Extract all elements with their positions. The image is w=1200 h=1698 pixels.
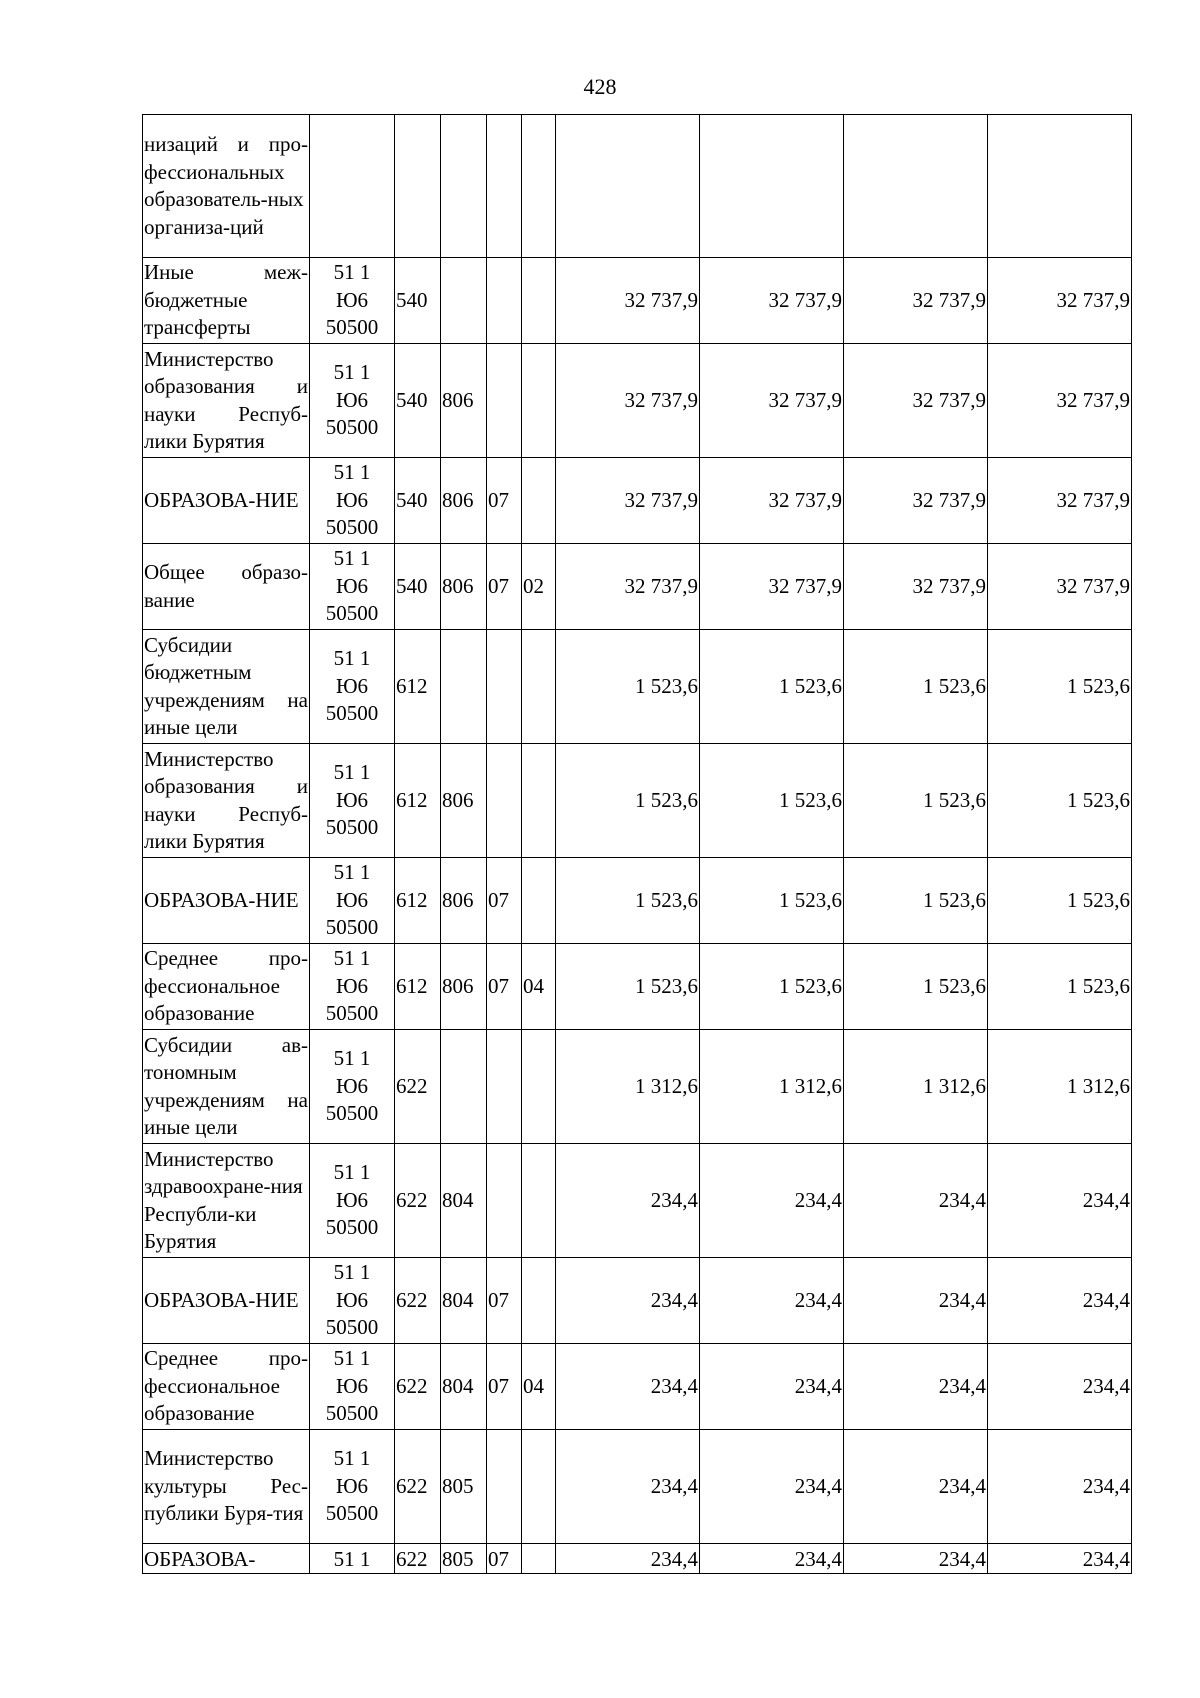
amount-3: 1 523,6 xyxy=(844,744,988,858)
row-name: Министерство образования и науки Респуб-лики Бурятия xyxy=(143,744,310,858)
row-name: низаций и про-фессиональных образователь-ных организа-ций xyxy=(143,115,310,258)
section-code xyxy=(487,344,522,458)
target-code: 51 1 Ю6 50500 xyxy=(310,344,395,458)
subsection-code: 04 xyxy=(522,944,556,1030)
row-name: Субсидии ав-тономным учреждениям на иные цели xyxy=(143,1030,310,1144)
amount-4: 1 523,6 xyxy=(988,944,1132,1030)
admin-code: 804 xyxy=(441,1144,487,1258)
section-code: 07 xyxy=(487,944,522,1030)
subsection-code xyxy=(522,1258,556,1344)
table-row xyxy=(143,1144,1132,1258)
row-name: Среднее про-фессиональное образование xyxy=(143,944,310,1030)
expense-type: 612 xyxy=(395,744,441,858)
amount-2: 234,4 xyxy=(700,1258,844,1344)
amount-1: 32 737,9 xyxy=(556,458,700,544)
section-code xyxy=(487,258,522,344)
admin-code: 804 xyxy=(441,1258,487,1344)
target-code: 51 1 Ю6 50500 xyxy=(310,858,395,944)
admin-code: 804 xyxy=(441,1344,487,1430)
amount-4: 234,4 xyxy=(988,1344,1132,1430)
expense-type: 540 xyxy=(395,544,441,630)
table-row xyxy=(143,1544,1132,1574)
amount-2 xyxy=(700,115,844,258)
amount-2: 1 523,6 xyxy=(700,858,844,944)
table-row xyxy=(143,344,1132,458)
section-code: 07 xyxy=(487,1344,522,1430)
target-code xyxy=(310,115,395,258)
amount-2: 32 737,9 xyxy=(700,544,844,630)
amount-4: 1 523,6 xyxy=(988,858,1132,944)
admin-code xyxy=(441,1030,487,1144)
amount-3: 32 737,9 xyxy=(844,544,988,630)
section-code xyxy=(487,115,522,258)
amount-3: 1 312,6 xyxy=(844,1030,988,1144)
amount-4: 32 737,9 xyxy=(988,458,1132,544)
admin-code xyxy=(441,115,487,258)
admin-code: 806 xyxy=(441,944,487,1030)
amount-3: 234,4 xyxy=(844,1344,988,1430)
row-name: Министерство образования и науки Респуб-лики Бурятия xyxy=(143,344,310,458)
table-row xyxy=(143,630,1132,744)
row-name: ОБРАЗОВА-НИЕ xyxy=(143,458,310,544)
table-row xyxy=(143,1344,1132,1430)
section-code: 07 xyxy=(487,1258,522,1344)
admin-code: 806 xyxy=(441,744,487,858)
expense-type: 622 xyxy=(395,1544,441,1574)
subsection-code xyxy=(522,744,556,858)
row-name: ОБРАЗОВА- xyxy=(143,1544,310,1574)
amount-4: 32 737,9 xyxy=(988,544,1132,630)
expense-type: 612 xyxy=(395,630,441,744)
section-code xyxy=(487,1144,522,1258)
subsection-code xyxy=(522,458,556,544)
row-name: Общее образо-вание xyxy=(143,544,310,630)
amount-4: 32 737,9 xyxy=(988,344,1132,458)
amount-3: 1 523,6 xyxy=(844,858,988,944)
table-row xyxy=(143,944,1132,1030)
amount-3: 234,4 xyxy=(844,1258,988,1344)
target-code: 51 1 Ю6 50500 xyxy=(310,544,395,630)
subsection-code: 04 xyxy=(522,1344,556,1430)
section-code: 07 xyxy=(487,458,522,544)
target-code: 51 1 Ю6 50500 xyxy=(310,944,395,1030)
subsection-code xyxy=(522,630,556,744)
table-row xyxy=(143,458,1132,544)
admin-code: 805 xyxy=(441,1544,487,1574)
admin-code: 806 xyxy=(441,458,487,544)
subsection-code: 02 xyxy=(522,544,556,630)
admin-code: 806 xyxy=(441,858,487,944)
section-code: 07 xyxy=(487,858,522,944)
amount-4 xyxy=(988,115,1132,258)
target-code: 51 1 xyxy=(310,1544,395,1574)
expense-type: 622 xyxy=(395,1258,441,1344)
amount-4: 234,4 xyxy=(988,1430,1132,1544)
target-code: 51 1 Ю6 50500 xyxy=(310,744,395,858)
amount-4: 1 523,6 xyxy=(988,744,1132,858)
amount-2: 234,4 xyxy=(700,1344,844,1430)
budget-table xyxy=(142,114,1132,1574)
subsection-code xyxy=(522,1030,556,1144)
row-name: Министерство культуры Рес-публики Буря-тия xyxy=(143,1430,310,1544)
target-code: 51 1 Ю6 50500 xyxy=(310,1430,395,1544)
expense-type: 622 xyxy=(395,1344,441,1430)
amount-1: 1 523,6 xyxy=(556,630,700,744)
amount-3: 32 737,9 xyxy=(844,458,988,544)
admin-code xyxy=(441,630,487,744)
amount-4: 234,4 xyxy=(988,1544,1132,1574)
expense-type: 622 xyxy=(395,1144,441,1258)
amount-1: 1 312,6 xyxy=(556,1030,700,1144)
table-row xyxy=(143,115,1132,258)
row-name: Министерство здравоохране-ния Республи-ки Бурятия xyxy=(143,1144,310,1258)
target-code: 51 1 Ю6 50500 xyxy=(310,258,395,344)
amount-4: 234,4 xyxy=(988,1144,1132,1258)
amount-3: 32 737,9 xyxy=(844,344,988,458)
expense-type: 622 xyxy=(395,1430,441,1544)
expense-type: 622 xyxy=(395,1030,441,1144)
row-name: Иные меж-бюджетные трансферты xyxy=(143,258,310,344)
amount-1 xyxy=(556,115,700,258)
table-row xyxy=(143,1430,1132,1544)
amount-2: 1 312,6 xyxy=(700,1030,844,1144)
section-code xyxy=(487,630,522,744)
amount-2: 234,4 xyxy=(700,1544,844,1574)
table-body xyxy=(143,115,1132,1574)
subsection-code xyxy=(522,344,556,458)
amount-2: 1 523,6 xyxy=(700,944,844,1030)
subsection-code xyxy=(522,258,556,344)
admin-code: 806 xyxy=(441,344,487,458)
expense-type: 612 xyxy=(395,944,441,1030)
target-code: 51 1 Ю6 50500 xyxy=(310,630,395,744)
section-code: 07 xyxy=(487,544,522,630)
amount-1: 32 737,9 xyxy=(556,344,700,458)
amount-1: 1 523,6 xyxy=(556,744,700,858)
table-row xyxy=(143,1030,1132,1144)
amount-4: 32 737,9 xyxy=(988,258,1132,344)
amount-2: 234,4 xyxy=(700,1430,844,1544)
amount-3: 234,4 xyxy=(844,1144,988,1258)
section-code xyxy=(487,1030,522,1144)
amount-3: 32 737,9 xyxy=(844,258,988,344)
target-code: 51 1 Ю6 50500 xyxy=(310,458,395,544)
table-row xyxy=(143,258,1132,344)
row-name: Среднее про-фессиональное образование xyxy=(143,1344,310,1430)
amount-3: 234,4 xyxy=(844,1430,988,1544)
page-number: 428 xyxy=(583,74,617,99)
expense-type: 540 xyxy=(395,344,441,458)
subsection-code xyxy=(522,858,556,944)
expense-type: 540 xyxy=(395,458,441,544)
section-code xyxy=(487,744,522,858)
amount-3: 1 523,6 xyxy=(844,630,988,744)
row-name: ОБРАЗОВА-НИЕ xyxy=(143,858,310,944)
table-row xyxy=(143,1258,1132,1344)
amount-1: 234,4 xyxy=(556,1430,700,1544)
amount-4: 1 523,6 xyxy=(988,630,1132,744)
amount-1: 1 523,6 xyxy=(556,858,700,944)
amount-2: 32 737,9 xyxy=(700,258,844,344)
amount-2: 1 523,6 xyxy=(700,744,844,858)
target-code: 51 1 Ю6 50500 xyxy=(310,1344,395,1430)
subsection-code xyxy=(522,1144,556,1258)
amount-2: 32 737,9 xyxy=(700,458,844,544)
table-row xyxy=(143,858,1132,944)
admin-code: 806 xyxy=(441,544,487,630)
amount-1: 1 523,6 xyxy=(556,944,700,1030)
expense-type: 540 xyxy=(395,258,441,344)
amount-2: 1 523,6 xyxy=(700,630,844,744)
row-name: ОБРАЗОВА-НИЕ xyxy=(143,1258,310,1344)
table-row xyxy=(143,744,1132,858)
subsection-code xyxy=(522,1544,556,1574)
subsection-code xyxy=(522,1430,556,1544)
amount-1: 32 737,9 xyxy=(556,258,700,344)
target-code: 51 1 Ю6 50500 xyxy=(310,1258,395,1344)
target-code: 51 1 Ю6 50500 xyxy=(310,1030,395,1144)
section-code xyxy=(487,1430,522,1544)
amount-2: 32 737,9 xyxy=(700,344,844,458)
amount-3: 234,4 xyxy=(844,1544,988,1574)
table-row xyxy=(143,544,1132,630)
amount-4: 234,4 xyxy=(988,1258,1132,1344)
amount-1: 32 737,9 xyxy=(556,544,700,630)
section-code: 07 xyxy=(487,1544,522,1574)
admin-code xyxy=(441,258,487,344)
amount-4: 1 312,6 xyxy=(988,1030,1132,1144)
amount-2: 234,4 xyxy=(700,1144,844,1258)
expense-type xyxy=(395,115,441,258)
amount-1: 234,4 xyxy=(556,1144,700,1258)
row-name: Субсидии бюджетным учреждениям на иные цели xyxy=(143,630,310,744)
amount-3: 1 523,6 xyxy=(844,944,988,1030)
amount-1: 234,4 xyxy=(556,1344,700,1430)
subsection-code xyxy=(522,115,556,258)
amount-3 xyxy=(844,115,988,258)
expense-type: 612 xyxy=(395,858,441,944)
admin-code: 805 xyxy=(441,1430,487,1544)
amount-1: 234,4 xyxy=(556,1258,700,1344)
target-code: 51 1 Ю6 50500 xyxy=(310,1144,395,1258)
amount-1: 234,4 xyxy=(556,1544,700,1574)
